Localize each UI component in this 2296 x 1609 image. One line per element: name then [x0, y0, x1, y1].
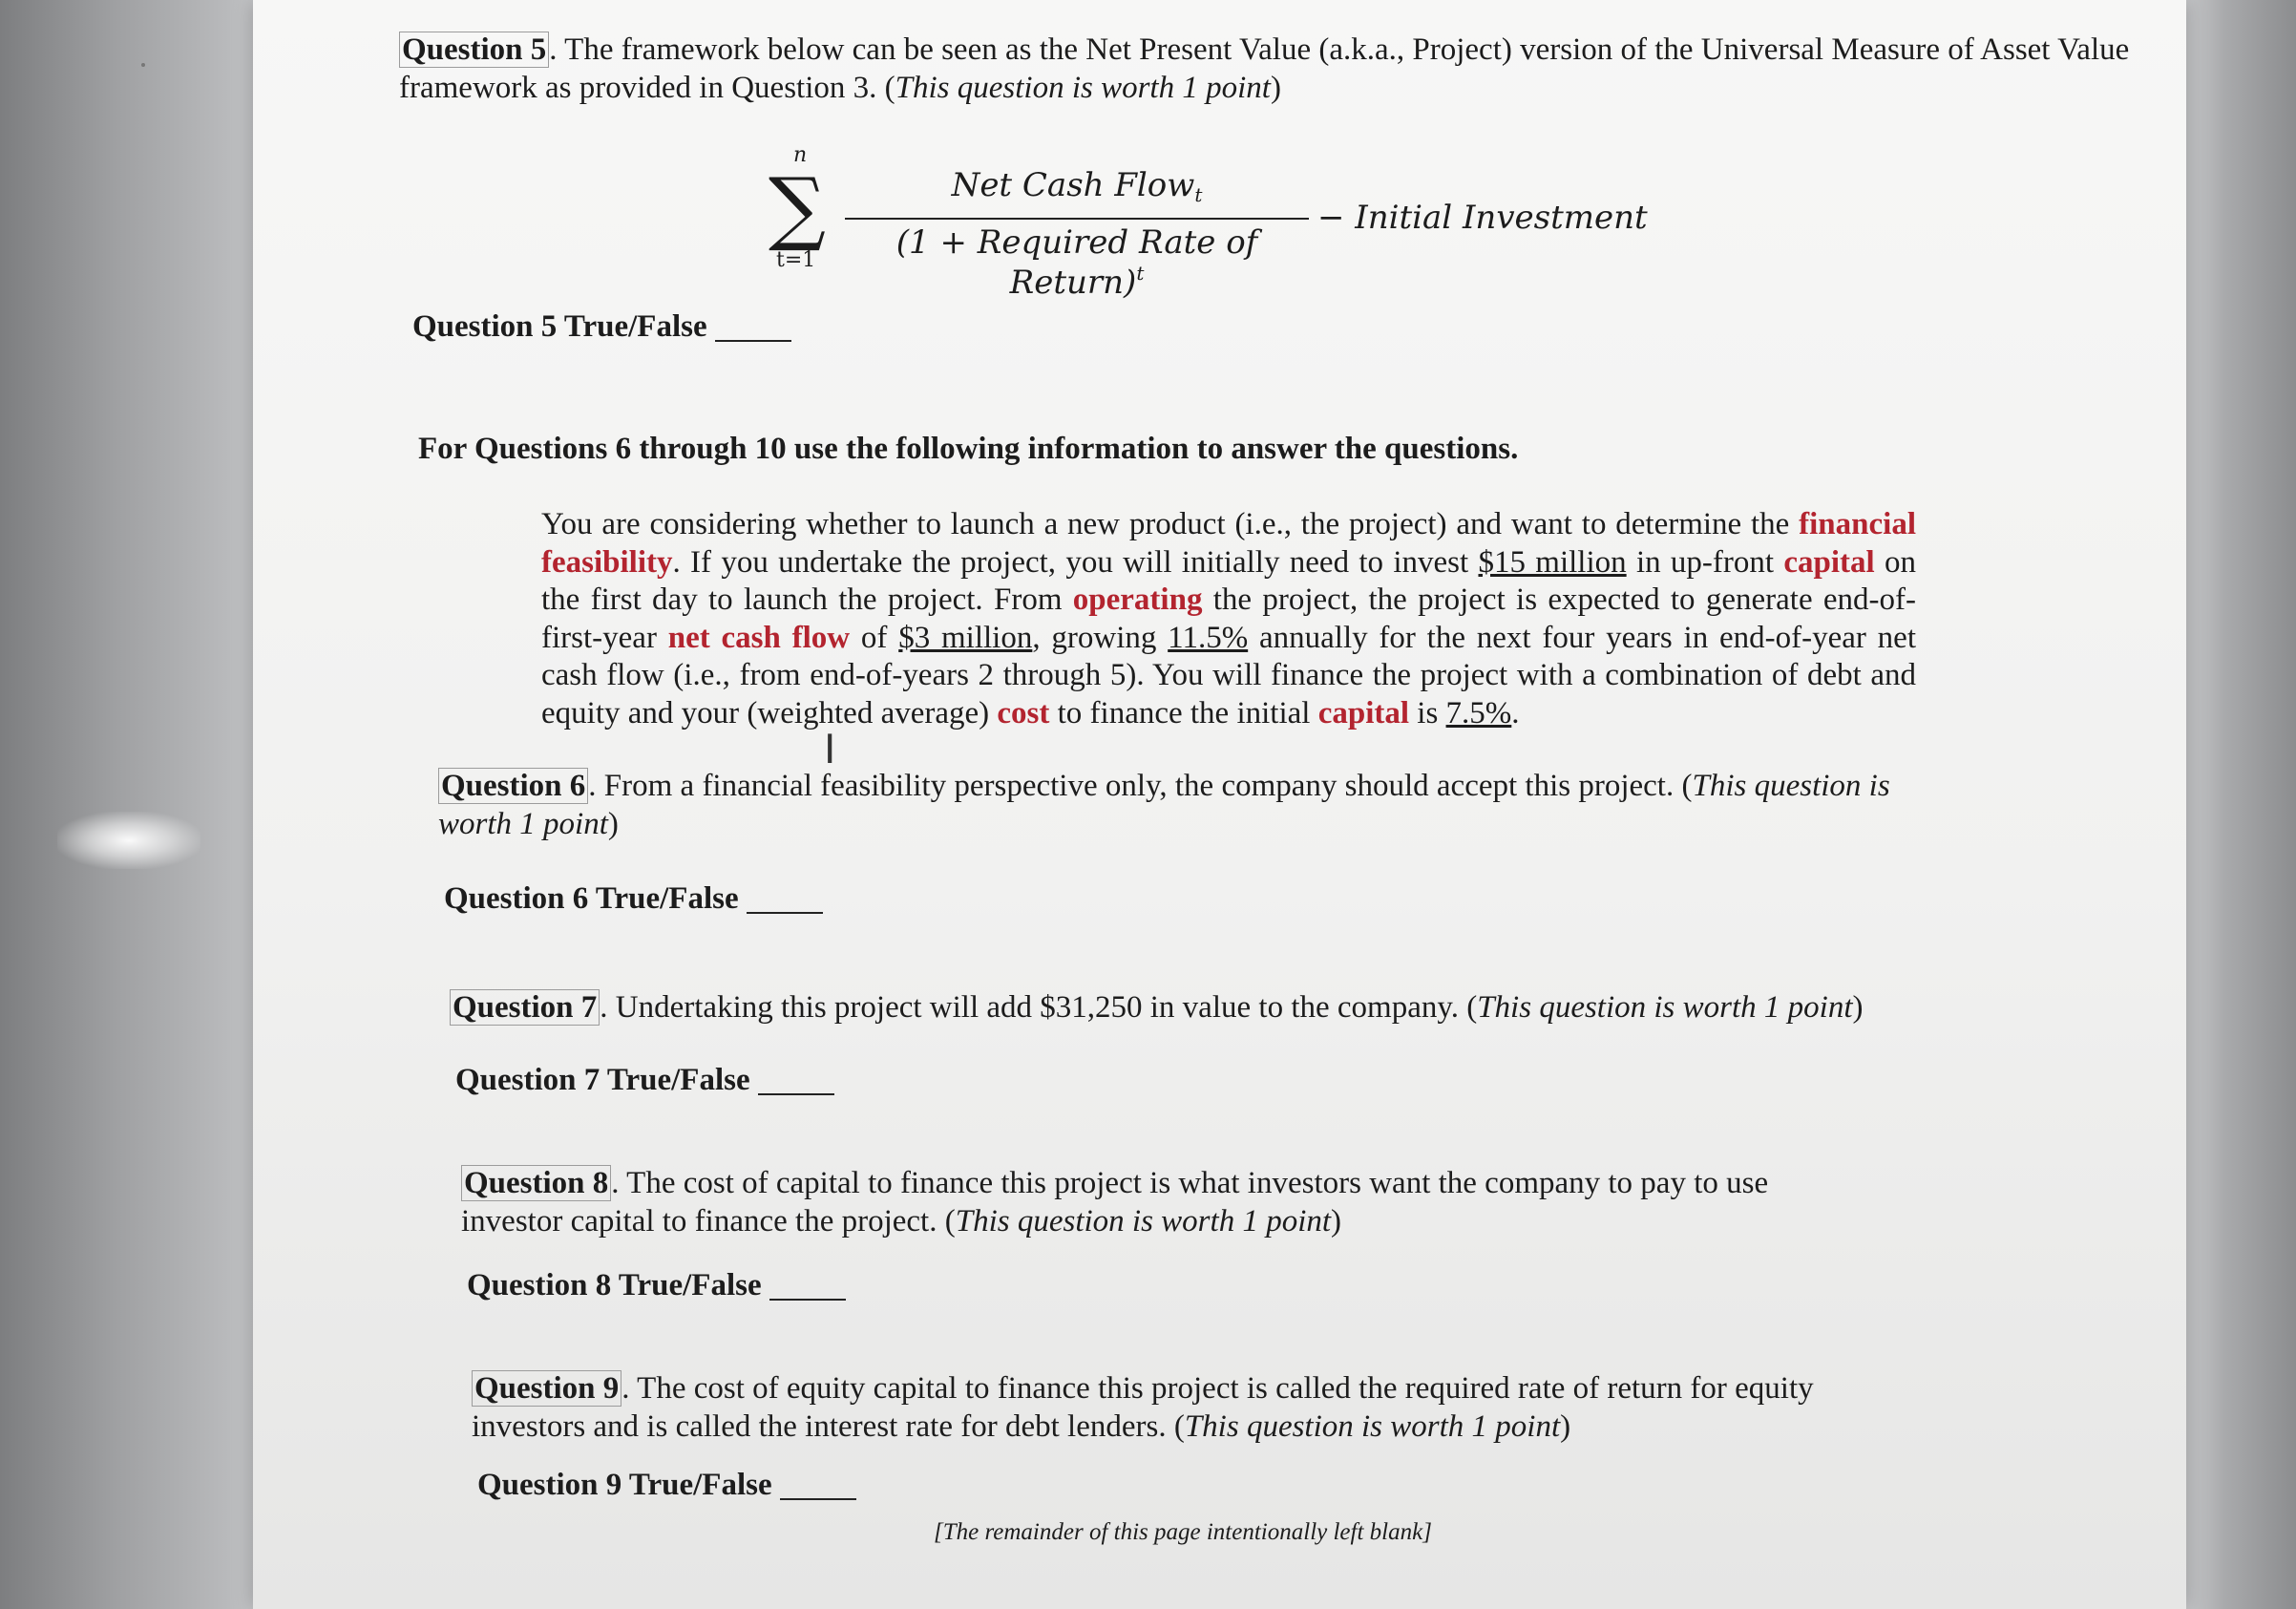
fraction-bar — [845, 218, 1309, 220]
sum-upper-limit: n — [793, 143, 808, 167]
question-7-worth: This question is worth 1 point — [1477, 990, 1853, 1025]
question-8-answer-blank[interactable] — [769, 1299, 846, 1301]
question-7 — [450, 988, 2111, 1027]
question-7-true-false — [455, 1061, 834, 1099]
question-5-tf-label: Question 5 True/False — [412, 309, 707, 344]
question-8 — [461, 1164, 1874, 1240]
question-9-text: . The cost of equity capital to finance this project is called the required rate of return for equity investors and is called the interest rate for debt lenders. ( — [472, 1371, 1814, 1444]
term-capital-2: capital — [1317, 695, 1410, 730]
denominator-exponent: t — [1136, 262, 1145, 285]
question-5-text: . The framework below can be seen as the Net Present Value (a.k.a., Project) version of the Universal Measure of Asset Value framework as provided in Question 3. ( — [399, 32, 2130, 105]
term-financial-feasibility: financial feasibility — [541, 507, 1916, 580]
scenario-text-7: , growing — [1032, 620, 1169, 655]
question-5-true-false — [412, 307, 791, 346]
question-9-close: ) — [1560, 1409, 1571, 1444]
question-8-label: Question 8 — [461, 1165, 611, 1201]
scenario-text-4: on the first day to launch the project. From — [541, 544, 1917, 617]
term-operating: operating — [1072, 582, 1203, 617]
scenario-text-3: in up-front — [1626, 544, 1784, 580]
cost-of-capital-rate: 7.5% — [1445, 695, 1512, 730]
term-cost: cost — [997, 695, 1050, 730]
formula-initial-investment: − Initial Investment — [1317, 199, 1648, 237]
question-5-worth: This question is worth 1 point — [895, 71, 1271, 105]
question-6 — [438, 767, 1899, 843]
question-9-tf-label: Question 9 True/False — [477, 1468, 772, 1502]
question-6-text: . From a financial feasibility perspective only, the company should accept this project. ( — [588, 769, 1693, 803]
question-5-answer-blank[interactable] — [715, 340, 791, 342]
question-7-close: ) — [1852, 990, 1864, 1025]
light-glare — [57, 812, 200, 869]
denominator-text: (1 + Required Rate of Return) — [895, 223, 1258, 302]
scenario-text-1: You are considering whether to launch a new product (i.e., the project) and want to determine the — [541, 507, 1800, 541]
initial-investment-amount: $15 million — [1478, 544, 1627, 580]
page-content — [253, 0, 2186, 1609]
question-6-true-false — [444, 879, 823, 918]
scenario-text-6: of — [850, 620, 899, 655]
question-8-tf-label: Question 8 True/False — [467, 1268, 762, 1302]
question-6-close: ) — [607, 807, 619, 841]
questions-intro: For Questions 6 through 10 use the following information to answer the questions. — [418, 432, 1519, 466]
question-7-label: Question 7 — [450, 989, 600, 1026]
speck — [141, 63, 145, 67]
scenario-text-10: is — [1409, 695, 1446, 730]
numerator-text: Net Cash Flow — [951, 166, 1195, 204]
question-6-tf-label: Question 6 True/False — [444, 881, 739, 916]
question-7-tf-label: Question 7 True/False — [455, 1063, 750, 1097]
growth-rate: 11.5% — [1168, 620, 1249, 655]
question-8-true-false — [467, 1266, 846, 1304]
question-5-label: Question 5 — [399, 32, 549, 68]
summation-icon: ∑ — [769, 160, 826, 254]
scenario-paragraph — [541, 506, 1916, 732]
term-capital: capital — [1783, 544, 1875, 580]
question-8-close: ) — [1331, 1204, 1342, 1239]
question-9-label: Question 9 — [472, 1370, 621, 1407]
scenario-text-11: . — [1511, 695, 1520, 730]
formula-numerator — [845, 166, 1309, 206]
question-9-worth: This question is worth 1 point — [1184, 1409, 1561, 1444]
question-5 — [399, 31, 2194, 107]
cash-flow-amount: $3 million — [898, 620, 1033, 655]
question-6-label: Question 6 — [438, 768, 588, 804]
term-net-cash-flow: net cash flow — [667, 620, 851, 655]
question-8-worth: This question is worth 1 point — [955, 1204, 1332, 1239]
scenario-text-2: . If you undertake the project, you will initially need to invest — [672, 544, 1479, 580]
question-9 — [472, 1369, 1885, 1446]
question-6-worth: This question is worth 1 point — [438, 769, 1890, 841]
text-cursor-icon: I — [824, 726, 836, 773]
question-5-close: ) — [1270, 71, 1281, 105]
page-footer-note: [The remainder of this page intentionally left blank] — [934, 1519, 1432, 1545]
question-8-text: . The cost of capital to finance this project is what investors want the company to pay to use investor capital to finance the project. ( — [461, 1166, 1769, 1239]
scenario-text-9: to finance the initial — [1049, 695, 1318, 730]
question-7-answer-blank[interactable] — [758, 1093, 834, 1095]
numerator-subscript: t — [1194, 183, 1203, 206]
npv-formula — [769, 143, 1648, 302]
sum-lower-limit: t=1 — [776, 248, 816, 272]
scenario-text-8: annually for the next four years in end-of-year net cash flow (i.e., from end-of-years 2 through 5). You will finance the project with a combination of debt and equity and your (weighted average) — [541, 620, 1917, 730]
scenario-text-5: the project, the project is expected to generate end-of-first-year — [541, 582, 1916, 655]
document-page — [253, 0, 2186, 1609]
formula-denominator — [845, 223, 1309, 302]
question-6-answer-blank[interactable] — [747, 912, 823, 914]
question-7-text: . Undertaking this project will add $31,250 in value to the company. ( — [600, 990, 1478, 1025]
question-9-true-false — [477, 1466, 856, 1504]
question-9-answer-blank[interactable] — [780, 1498, 856, 1500]
